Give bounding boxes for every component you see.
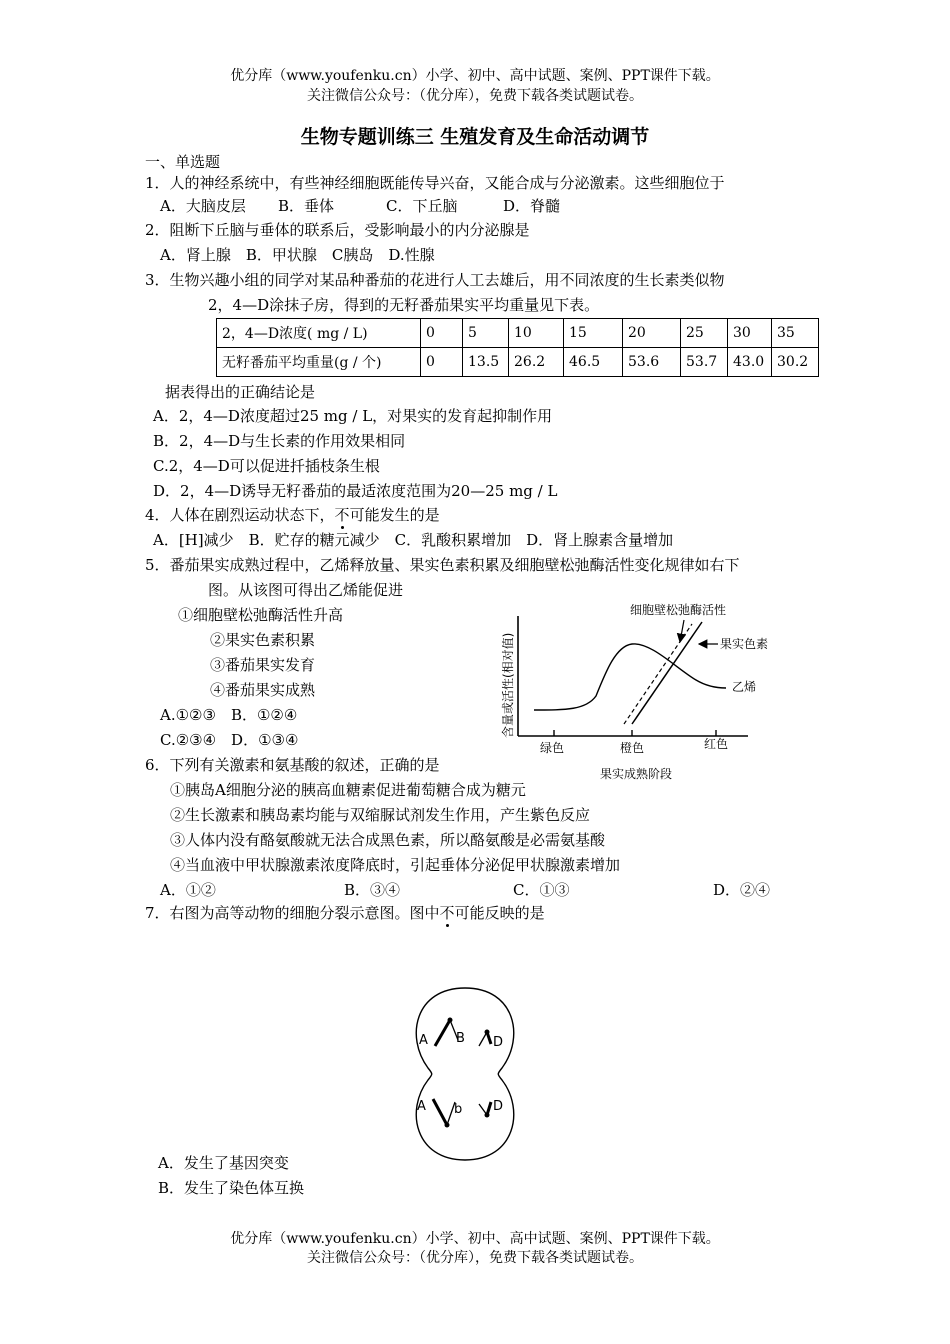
- q7-stem-emphasis: 不: [439, 904, 455, 922]
- tick-label-orange: 橙色: [620, 741, 645, 755]
- q6-option-c: C．①③: [513, 881, 570, 899]
- q1-option-c: C．下丘脑: [386, 197, 458, 215]
- chromosome-small-upper-left: [479, 1032, 487, 1046]
- q6-stem: 6．下列有关激素和氨基酸的叙述，正确的是: [145, 756, 440, 774]
- q5-ripening-chart: [496, 596, 786, 796]
- q2-stem: 2．阻断下丘脑与垂体的联系后，受影响最小的内分泌腺是: [145, 221, 530, 239]
- q7-stem-pre: 7．右图为高等动物的细胞分裂示意图。图中: [145, 904, 440, 922]
- q5-item-4: ④番茄果实成熟: [210, 681, 316, 699]
- q7-cell-division-diagram: [405, 982, 525, 1167]
- q6-item-4: ④当血液中甲状腺激素浓度降底时，引起垂体分泌促甲状腺激素增加: [170, 856, 621, 874]
- cell-outline: [416, 988, 513, 1160]
- q6-item-2: ②生长激素和胰岛素均能与双缩脲试剂发生作用，产生紫色反应: [170, 806, 591, 824]
- label-A-upper: A: [419, 1033, 428, 1048]
- table-cell: 25: [681, 319, 728, 348]
- q3-option-b: B．2，4—D与生长素的作用效果相同: [153, 432, 406, 450]
- table-cell: 0: [421, 319, 463, 348]
- q4-stem: [145, 505, 440, 525]
- table-cell: 35: [772, 319, 819, 348]
- label-ethylene: 乙烯: [732, 680, 757, 694]
- q6-item-3: ③人体内没有酪氨酸就无法合成黑色素，所以酪氨酸是必需氨基酸: [170, 831, 606, 849]
- pigment-line: [632, 622, 702, 724]
- chromosome-small-lower-left: [479, 1104, 487, 1115]
- q1-option-b: B．垂体: [278, 197, 335, 215]
- table-cell: 53.6: [623, 348, 681, 377]
- table-cell: 43.0: [728, 348, 772, 377]
- table-cell: 53.7: [681, 348, 728, 377]
- enzyme-line: [624, 624, 692, 724]
- table-cell: 0: [421, 348, 463, 377]
- y-axis-label: 含量或活性(相对值): [501, 632, 515, 738]
- label-b: b: [454, 1102, 463, 1117]
- table-cell: 13.5: [463, 348, 509, 377]
- header-line-1: 优分库（www.youfenku.cn）小学、初中、高中试题、案例、PPT课件下载。: [230, 68, 720, 84]
- page-title: 生物专题训练三 生殖发育及生命活动调节: [300, 126, 650, 148]
- q3-option-a: A．2，4—D浓度超过25 mg / L，对果实的发育起抑制作用: [153, 407, 553, 425]
- q5-options-1: A.①②③ B．①②④: [160, 706, 298, 724]
- q5-item-3: ③番茄果实发育: [210, 656, 316, 674]
- q5-stem-1: 5．番茄果实成熟过程中，乙烯释放量、果实色素积累及细胞壁松弛酶活性变化规律如右下: [145, 556, 740, 574]
- label-D-lower: D: [493, 1099, 504, 1114]
- q3-stem-2: 2，4—D涂抹子房，得到的无籽番茄果实平均重量见下表。: [208, 296, 600, 314]
- q7-option-a: A．发生了基因突变: [158, 1154, 289, 1172]
- footer-line-2: 关注微信公众号：（优分库），免费下载各类试题试卷。: [307, 1250, 643, 1266]
- table-cell: 15: [564, 319, 623, 348]
- x-axis-label: 果实成熟阶段: [600, 767, 673, 781]
- q3-data-table: [216, 318, 819, 377]
- q3-option-d: D．2，4—D诱导无籽番茄的最适浓度范围为20—25 mg / L: [153, 482, 558, 500]
- q1-stem: 1．人的神经系统中，有些神经细胞既能传导兴奋，又能合成与分泌激素。这些细胞位于: [145, 174, 725, 192]
- q7-option-b: B．发生了染色体互换: [158, 1179, 305, 1197]
- table-cell: 10: [509, 319, 564, 348]
- q3-conclusion: 据表得出的正确结论是: [165, 383, 316, 401]
- q4-options: A．[H]减少 B．贮存的糖元减少 C．乳酸积累增加 D．肾上腺素含量增加: [153, 531, 674, 549]
- q6-option-b: B．③④: [344, 881, 401, 899]
- table-cell: 5: [463, 319, 509, 348]
- chromosome-A: [435, 1020, 450, 1046]
- label-pigment: 果实色素: [720, 637, 769, 651]
- q6-item-1: ①胰岛A细胞分泌的胰高血糖素促进葡萄糖合成为糖元: [170, 781, 526, 799]
- label-A-lower: A: [417, 1099, 426, 1114]
- q7-stem: [145, 903, 545, 923]
- chromosome-D-upper: [487, 1032, 491, 1044]
- label-enzyme: 细胞壁松弛酶活性: [630, 603, 727, 617]
- q1-option-a: A．大脑皮层: [160, 197, 246, 215]
- table-cell: 30.2: [772, 348, 819, 377]
- q1-option-d: D．脊髓: [503, 197, 561, 215]
- enzyme-arrow: [680, 620, 684, 642]
- q6-option-a: A．①②: [160, 881, 216, 899]
- table-row-weight: [217, 348, 819, 377]
- label-D-upper: D: [493, 1035, 504, 1050]
- q3-stem-1: 3．生物兴趣小组的同学对某品种番茄的花进行人工去雄后，用不同浓度的生长素类似物: [145, 271, 725, 289]
- q6-option-d: D．②④: [713, 881, 771, 899]
- footer-line-1: 优分库（www.youfenku.cn）小学、初中、高中试题、案例、PPT课件下载。: [230, 1231, 720, 1247]
- section-heading: 一、单选题: [145, 153, 221, 171]
- label-B: B: [456, 1031, 465, 1046]
- q3-option-c: C.2，4—D可以促进扦插枝条生根: [153, 457, 380, 475]
- table-cell: 26.2: [509, 348, 564, 377]
- q4-stem-pre: 4．人体在剧烈运动状态下，: [145, 506, 335, 524]
- q7-stem-post: 可能反映的是: [454, 904, 545, 922]
- q2-options: A．肾上腺 B．甲状腺 C胰岛 D.性腺: [160, 246, 435, 264]
- q5-options-2: C.②③④ D．①③④: [160, 731, 299, 749]
- q4-stem-emphasis: 不: [334, 506, 350, 524]
- table-cell: 20: [623, 319, 681, 348]
- table-cell-label: 无籽番茄平均重量(g / 个): [217, 348, 421, 377]
- ethylene-curve: [534, 644, 726, 710]
- q4-stem-post: 可能发生的是: [349, 506, 440, 524]
- chromosome-D-lower: [487, 1102, 491, 1115]
- q5-item-1: ①细胞壁松弛酶活性升高: [178, 606, 344, 624]
- table-row-concentration: [217, 319, 819, 348]
- tick-label-red: 红色: [704, 737, 729, 751]
- q5-stem-2: 图。从该图可得出乙烯能促进: [208, 581, 404, 599]
- header-line-2: 关注微信公众号：（优分库），免费下载各类试题试卷。: [307, 88, 643, 104]
- table-cell: 30: [728, 319, 772, 348]
- table-cell-label: 2，4—D浓度( mg / L): [217, 319, 421, 348]
- q5-item-2: ②果实色素积累: [210, 631, 316, 649]
- tick-label-green: 绿色: [540, 741, 565, 755]
- chromosome-A-lower: [433, 1099, 447, 1125]
- table-cell: 46.5: [564, 348, 623, 377]
